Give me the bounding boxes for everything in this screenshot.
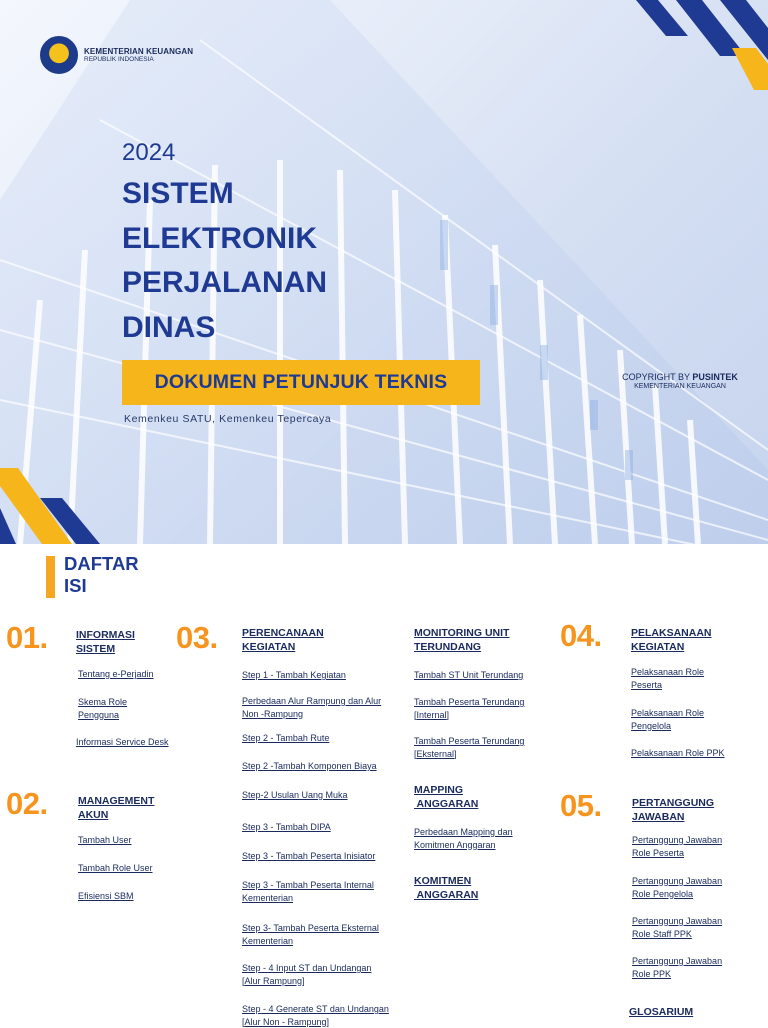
toc-link[interactable]: Perbedaan Alur Rampung dan Alur Non -Rampung (242, 696, 382, 719)
cover-tagline: Kemenkeu SATU, Kemenkeu Tepercaya (124, 413, 332, 425)
toc-link[interactable]: Step-2 Usulan Uang Muka (242, 790, 348, 800)
logo-main-text: KEMENTERIAN KEUANGAN (84, 47, 194, 56)
toc-link[interactable]: Tentang e-Perjadin (78, 669, 154, 679)
section-heading[interactable]: GLOSARIUM (629, 1006, 694, 1018)
toc-link[interactable]: Informasi Service Desk (76, 737, 169, 747)
logo-sub-text: REPUBLIK INDONESIA (84, 56, 154, 63)
toc-accent-bar (46, 556, 55, 598)
toc-link[interactable]: Tambah User (78, 835, 132, 845)
emblem-icon (40, 36, 78, 74)
section-heading[interactable]: MONITORING UNIT TERUNDANG (414, 627, 510, 653)
toc-link[interactable]: Pelaksanaan Role Pengelola (631, 708, 705, 731)
toc-link[interactable]: Step 1 - Tambah Kegiatan (242, 670, 346, 680)
title-line: DINAS (122, 310, 216, 344)
kemenkeu-logo (40, 36, 193, 74)
section-heading[interactable]: MANAGEMENT AKUN (78, 795, 155, 821)
copyright-prefix: COPYRIGHT BY (622, 372, 693, 382)
toc-link[interactable]: Step - 4 Input ST dan Undangan [Alur Rampung] (242, 963, 372, 986)
toc-link[interactable]: Step 3 - Tambah Peserta Internal Kementerian (242, 880, 374, 903)
toc-link[interactable]: Tambah Peserta Terundang [Internal] (414, 697, 525, 720)
toc-title (64, 553, 139, 597)
toc-link[interactable]: Step 3 - Tambah Peserta Inisiator (242, 851, 376, 861)
toc-link[interactable]: Efisiensi SBM (78, 891, 134, 901)
toc-link[interactable]: Tambah Role User (78, 863, 153, 873)
document-type-banner: DOKUMEN PETUNJUK TEKNIS (122, 360, 480, 405)
toc-link[interactable]: Tambah ST Unit Terundang (414, 670, 524, 680)
section-number: 01. (6, 620, 48, 655)
section-heading[interactable]: KOMITMEN ANGGARAN (414, 875, 479, 901)
toc-link[interactable]: Pelaksanaan Role Peserta (631, 667, 705, 690)
section-heading[interactable]: INFORMASI SISTEM (76, 629, 135, 655)
section-number: 03. (176, 620, 218, 655)
copyright-block (600, 372, 760, 390)
toc-title-line: ISI (64, 575, 87, 596)
toc-link[interactable]: Step 3 - Tambah DIPA (242, 822, 331, 832)
section-number: 05. (560, 788, 602, 823)
section-heading[interactable]: PELAKSANAAN KEGIATAN (631, 627, 712, 653)
top-right-stripes-decoration (636, 0, 768, 90)
toc-link[interactable]: Pelaksanaan Role PPK (631, 748, 725, 758)
toc-link[interactable]: Pertanggung Jawaban Role PPK (632, 956, 723, 979)
toc-link[interactable]: Step - 4 Generate ST dan Undangan [Alur Non - Rampung] (242, 1004, 389, 1027)
copyright-sub: KEMENTERIAN KEUANGAN (634, 383, 726, 390)
title-line: ELEKTRONIK (122, 221, 317, 255)
section-number: 02. (6, 786, 48, 821)
title-line: PERJALANAN (122, 266, 328, 299)
section-number: 04. (560, 618, 602, 653)
toc-link[interactable]: Step 3- Tambah Peserta Eksternal Kementerian (242, 923, 379, 946)
section-heading[interactable]: PERTANGGUNG JAWABAN (632, 797, 715, 823)
toc-link[interactable]: Step 2 - Tambah Rute (242, 733, 330, 743)
title-line: SISTEM (122, 177, 234, 210)
toc-link[interactable]: Pertanggung Jawaban Role Peserta (632, 835, 723, 858)
cover-title (122, 172, 327, 350)
toc-link[interactable]: Perbedaan Mapping dan Komitmen Anggaran (414, 827, 513, 850)
cover-year: 2024 (122, 139, 176, 166)
toc-link[interactable]: Pertanggung Jawaban Role Staff PPK (632, 916, 723, 939)
toc-link[interactable]: Skema Role Pengguna (78, 697, 128, 720)
section-heading[interactable]: MAPPING ANGGARAN (414, 784, 479, 810)
section-heading[interactable]: PERENCANAAN KEGIATAN (242, 627, 324, 653)
toc-link[interactable]: Pertanggung Jawaban Role Pengelola (632, 876, 723, 899)
bottom-left-stripes-decoration (0, 468, 110, 544)
copyright-org: PUSINTEK (692, 372, 738, 382)
toc-link[interactable]: Tambah Peserta Terundang [Eksternal] (414, 736, 525, 759)
toc-link[interactable]: Step 2 -Tambah Komponen Biaya (242, 761, 377, 771)
toc-title-line: DAFTAR (64, 553, 139, 574)
